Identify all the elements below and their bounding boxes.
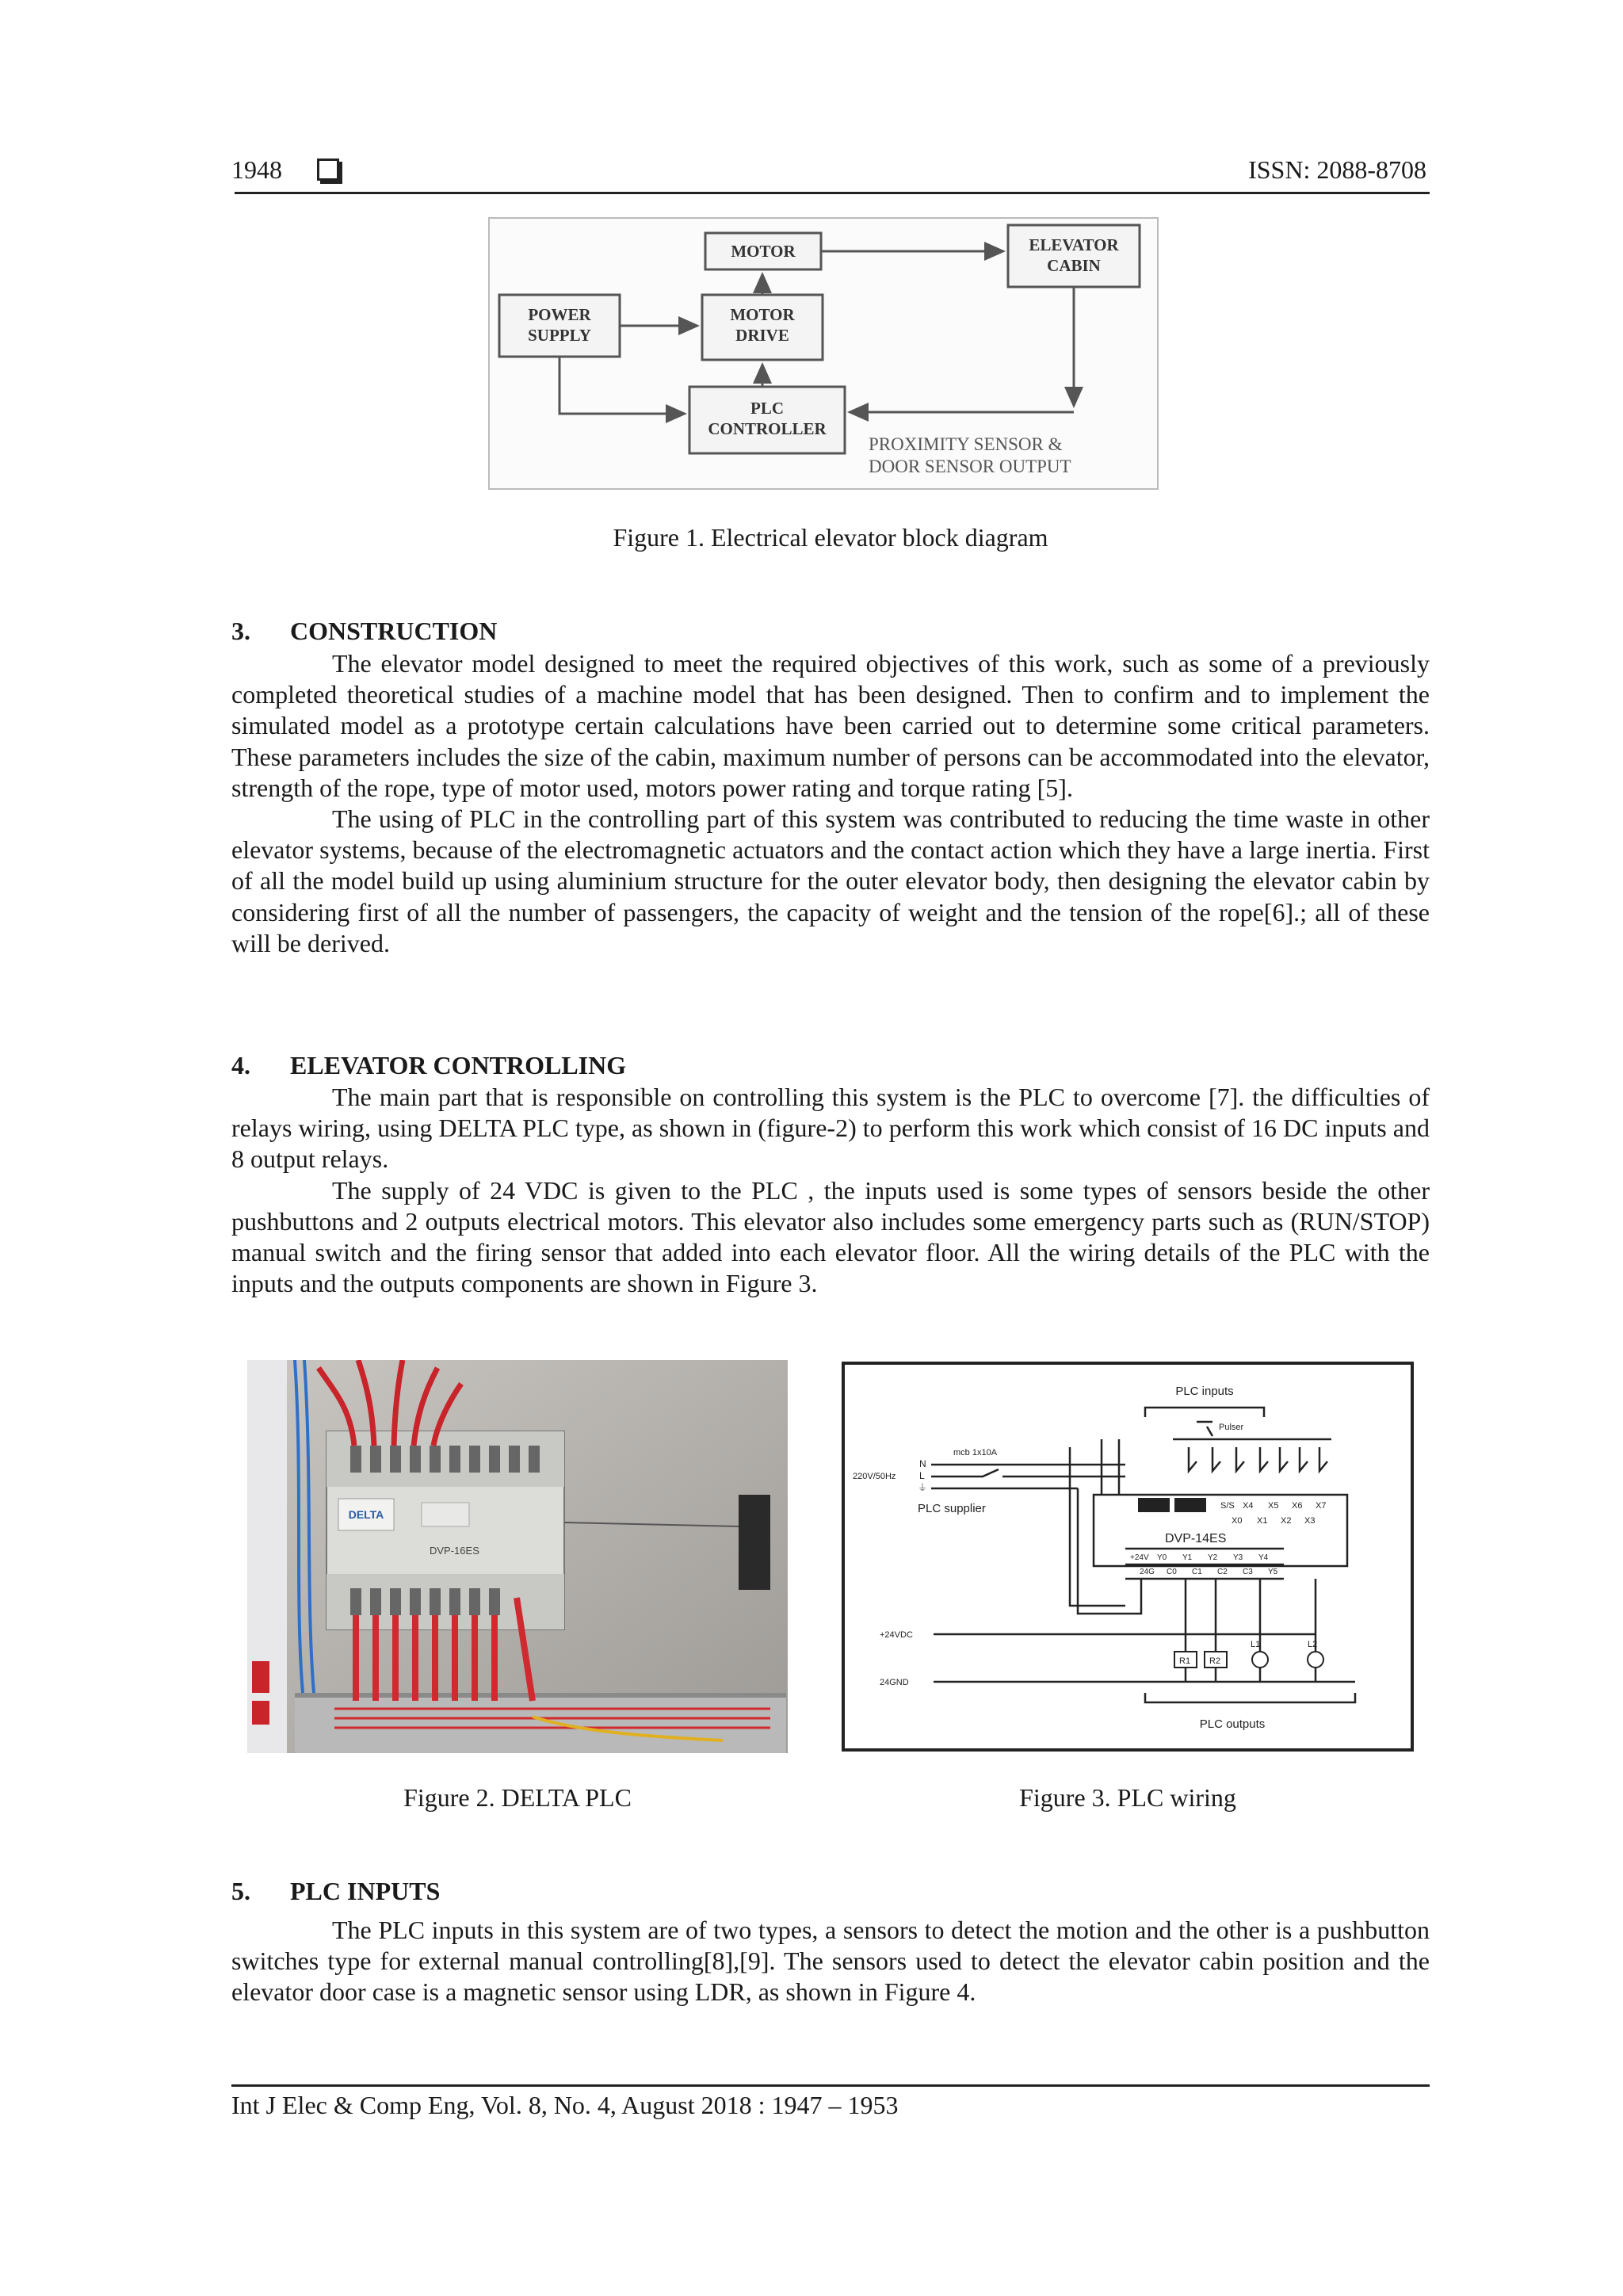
section-3-title: CONSTRUCTION	[290, 617, 498, 645]
section-4-heading	[231, 1051, 626, 1080]
lamp-l2-label: L2	[1308, 1640, 1318, 1649]
plc-wiring-svg	[840, 1360, 1415, 1753]
power-supply-label-1: POWER	[528, 305, 591, 324]
figure-3-caption: Figure 3. PLC wiring	[1019, 1783, 1236, 1812]
svg-text:S/S: S/S	[1220, 1501, 1235, 1511]
figure-2-delta-plc-photo	[247, 1360, 788, 1753]
svg-text:Y4: Y4	[1258, 1553, 1269, 1562]
ground-label: ⏚	[918, 1482, 928, 1493]
header-rule	[235, 192, 1430, 194]
relay-r2-label: R2	[1209, 1656, 1221, 1666]
svg-text:X6: X6	[1292, 1501, 1303, 1511]
mcb-label: mcb 1x10A	[953, 1448, 998, 1457]
motor-label: MOTOR	[731, 242, 796, 261]
svg-text:C3: C3	[1243, 1568, 1253, 1576]
paragraph: The supply of 24 VDC is given to the PLC , the inputs used is some types of sensors beside the other pushbuttons and 2 outputs electrical motors. This elevator also includes some emergency parts such as (RUN/STOP) manual switch and the firing sensor that added into each elevator floor. All the wiring details of the PLC with the inputs and the outputs components are shown in Figure 3.	[231, 1175, 1430, 1298]
svg-text:X4: X4	[1243, 1501, 1254, 1511]
section-4-title: ELEVATOR CONTROLLING	[290, 1051, 627, 1079]
section-3-number: 3.	[231, 617, 250, 645]
paragraph: The using of PLC in the controlling part of this system was contributed to reducing the time waste in other elevator systems, because of the electromagnetic actuators and the contact action which they have a large inertia. First of all the model build up using aluminium structure for the outer elevator body, then designing the elevator cabin by considering first of all the number of passengers, the capacity of weight and the tension of the rope[6].; all of these will be derived.	[231, 804, 1430, 957]
figure-3-frame	[843, 1363, 1412, 1750]
figure-1-caption: Figure 1. Electrical elevator block diagram	[613, 523, 1048, 552]
svg-text:24G: 24G	[1140, 1568, 1155, 1576]
paragraph: The main part that is responsible on controlling this system is the PLC to overcome [7]. the difficulties of relays wiring, using DELTA PLC type, as shown in (figure-2) to perform this work which consist of 16 DC inputs and 8 output relays.	[231, 1083, 1430, 1174]
elevator-cabin-label-2: CABIN	[1047, 256, 1101, 275]
page-number: 1948	[231, 155, 282, 184]
elevator-cabin-label-1: ELEVATOR	[1029, 235, 1119, 254]
svg-text:C1: C1	[1192, 1568, 1202, 1576]
svg-text:C2: C2	[1217, 1568, 1228, 1576]
l-label: L	[919, 1470, 925, 1481]
svg-text:Y3: Y3	[1233, 1553, 1243, 1562]
plc-model-text: DVP-14ES	[1165, 1532, 1227, 1545]
plus-24vdc-label: +24VDC	[880, 1630, 913, 1640]
svg-text:X7: X7	[1316, 1501, 1327, 1511]
footer-citation: Int J Elec & Comp Eng, Vol. 8, No. 4, August 2018 : 1947 – 1953	[231, 2091, 899, 2119]
n-label: N	[919, 1458, 926, 1469]
plc-outputs-label: PLC outputs	[1199, 1717, 1266, 1731]
section-5-heading	[231, 1877, 440, 1906]
power-supply-label-2: SUPPLY	[528, 326, 591, 345]
motor-drive-label-2: DRIVE	[735, 326, 789, 345]
section-5-title: PLC INPUTS	[290, 1877, 441, 1905]
svg-text:Y0: Y0	[1157, 1553, 1167, 1562]
plc-supplier-label: PLC supplier	[918, 1502, 986, 1515]
svg-text:C0: C0	[1167, 1568, 1177, 1576]
svg-text:Y1: Y1	[1182, 1553, 1193, 1562]
section-5-body	[231, 1915, 1430, 2008]
plc-photo-illustration	[247, 1360, 788, 1753]
plc-inputs-label: PLC inputs	[1175, 1385, 1234, 1398]
figure-1-block-diagram	[488, 217, 1159, 490]
n-terminal	[1174, 1498, 1206, 1512]
sensor-note-1: PROXIMITY SENSOR &	[869, 434, 1063, 454]
section-4-body	[231, 1082, 1430, 1299]
pulser-label: Pulser	[1219, 1423, 1244, 1432]
svg-text:X2: X2	[1281, 1516, 1292, 1526]
plc-brand-label: DELTA	[348, 1508, 384, 1521]
plc-controller-label-1: PLC	[750, 399, 784, 418]
block-diagram-svg	[488, 217, 1159, 490]
box-bullet-icon	[317, 159, 339, 181]
plc-model-label: DVP-16ES	[430, 1545, 479, 1557]
supply-voltage-label: 220V/50Hz	[853, 1472, 896, 1481]
plc-controller-label-2: CONTROLLER	[708, 419, 827, 438]
section-5-number: 5.	[231, 1877, 250, 1905]
svg-text:X5: X5	[1268, 1501, 1279, 1511]
journal-issn: ISSN: 2088-8708	[1248, 155, 1426, 184]
svg-text:Y5: Y5	[1268, 1568, 1278, 1576]
svg-text:+24V: +24V	[1130, 1553, 1149, 1562]
section-4-number: 4.	[231, 1051, 250, 1079]
motor-drive-label-1: MOTOR	[730, 305, 795, 324]
lamp-l1	[1252, 1652, 1268, 1668]
svg-text:X1: X1	[1257, 1516, 1268, 1526]
l-terminal	[1138, 1498, 1170, 1512]
svg-text:Y2: Y2	[1208, 1553, 1218, 1562]
section-3-body	[231, 648, 1430, 959]
figure-2-caption: Figure 2. DELTA PLC	[403, 1783, 632, 1812]
section-3-heading	[231, 617, 497, 646]
relay-r1-label: R1	[1179, 1656, 1191, 1666]
gnd-24-label: 24GND	[880, 1678, 909, 1687]
sensor-note-2: DOOR SENSOR OUTPUT	[869, 457, 1071, 476]
svg-text:X3: X3	[1304, 1516, 1316, 1526]
figure-3-plc-wiring	[840, 1360, 1415, 1753]
footer-rule	[231, 2084, 1430, 2087]
lamp-l2	[1308, 1652, 1323, 1668]
paragraph: The elevator model designed to meet the required objectives of this work, such as some of a previously completed theoretical studies of a machine model that has been designed. Then to confirm and to implement the simulated model as a prototype certain calculations have been carried out to determine some critical parameters. These parameters includes the size of the cabin, maximum number of persons can be accommodated into the elevator, strength of the rope, type of motor used, motors power rating and torque rating [5].	[231, 649, 1430, 802]
svg-text:X0: X0	[1232, 1516, 1243, 1526]
paragraph: The PLC inputs in this system are of two types, a sensors to detect the motion and the other is a pushbutton switches type for external manual controlling[8],[9]. The sensors used to detect the elevator cabin position and the elevator door case is a magnetic sensor using LDR, as shown in Figure 4.	[231, 1916, 1430, 2007]
lamp-l1-label: L1	[1251, 1640, 1261, 1649]
